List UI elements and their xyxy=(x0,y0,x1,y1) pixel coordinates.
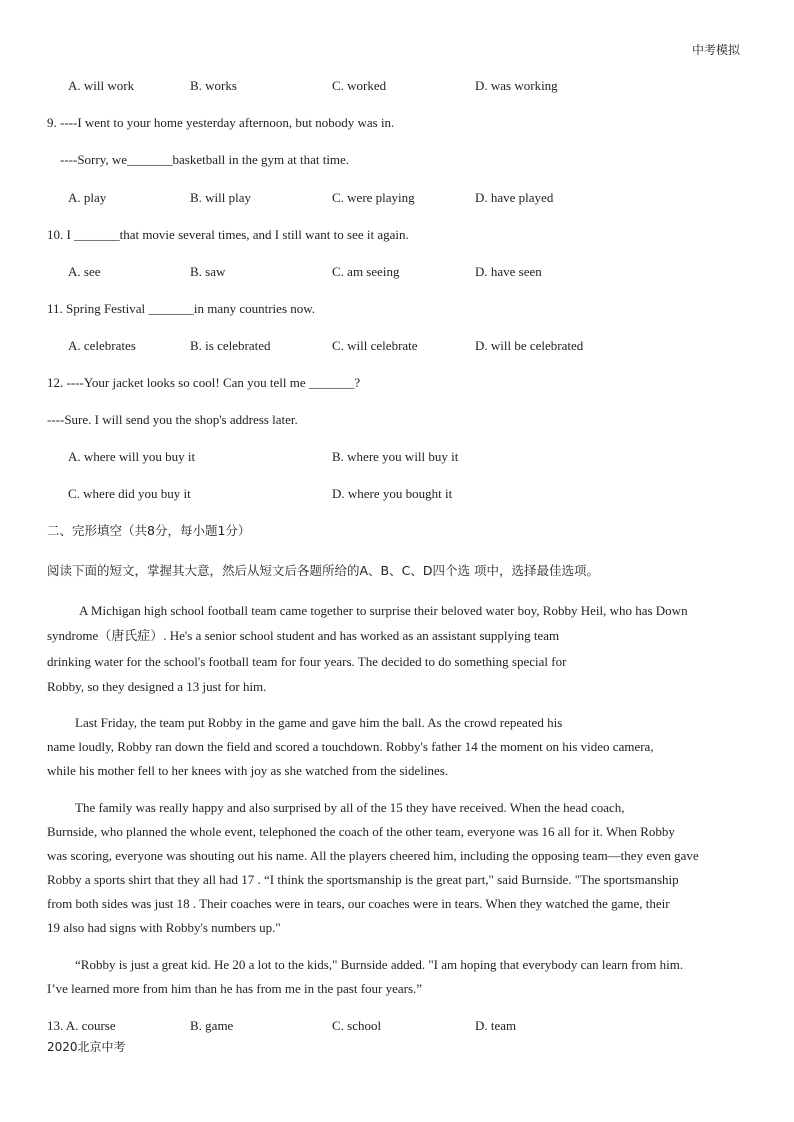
q13-option-a[interactable]: 13. A. course xyxy=(47,1018,116,1033)
q10-option-c[interactable]: C. am seeing xyxy=(332,264,400,279)
q8-option-b[interactable]: B. works xyxy=(190,78,237,93)
q9-option-c[interactable]: C. were playing xyxy=(332,190,415,205)
q12-option-b[interactable]: B. where you will buy it xyxy=(332,449,459,464)
q8-option-d[interactable]: D. was working xyxy=(475,78,558,93)
q12-option-c[interactable]: C. where did you buy it xyxy=(68,486,191,501)
page-footer-label: 2020北京中考 xyxy=(47,1040,126,1054)
q9-stem: 9. ----I went to your home yesterday afternoon, but nobody was in. xyxy=(47,115,395,130)
q10-option-b[interactable]: B. saw xyxy=(190,264,226,279)
passage-line: The family was really happy and also surprised by all of the 15 they have received. When the head coach, xyxy=(75,800,625,815)
q13-option-d[interactable]: D. team xyxy=(475,1018,517,1033)
passage-line: name loudly, Robby ran down the field and scored a touchdown. Robby's father 14 the moment on his video camera, xyxy=(47,739,654,754)
q10-option-d[interactable]: D. have seen xyxy=(475,264,542,279)
passage-line: Robby, so they designed a 13 just for him. xyxy=(47,679,267,694)
q12-stem: 12. ----Your jacket looks so cool! Can you tell me _______? xyxy=(47,375,361,390)
passage-line: was scoring, everyone was shouting out his name. All the players cheered him, including the opposing team—they even gave xyxy=(47,848,699,863)
passage-line: “Robby is just a great kid. He 20 a lot to the kids," Burnside added. "I am hoping that everybody can learn from him. xyxy=(75,957,684,972)
passage-line: from both sides was just 18 . Their coaches were in tears, our coaches were in tears. When they watched the game, their xyxy=(47,896,670,911)
q9-option-d[interactable]: D. have played xyxy=(475,190,554,205)
q10-stem: 10. I _______that movie several times, and I still want to see it again. xyxy=(47,227,409,242)
q11-option-b[interactable]: B. is celebrated xyxy=(190,338,271,353)
q11-option-a[interactable]: A. celebrates xyxy=(68,338,136,353)
q8-option-c[interactable]: C. worked xyxy=(332,78,387,93)
section-instruction: 阅读下面的短文，掌握其大意，然后从短文后各题所给的A、B、C、D四个选 项中，选择最佳选项。 xyxy=(47,563,599,578)
q11-option-c[interactable]: C. will celebrate xyxy=(332,338,418,353)
q13-option-b[interactable]: B. game xyxy=(190,1018,234,1033)
q12-option-a[interactable]: A. where will you buy it xyxy=(68,449,196,464)
passage-line: syndrome（唐氏症）. He's a senior school student and has worked as an assistant supplying team xyxy=(47,628,560,643)
passage-line: while his mother fell to her knees with joy as she watched from the sidelines. xyxy=(47,763,449,778)
section-title: 二、完形填空（共8分，每小题1分） xyxy=(47,523,251,538)
q11-option-d[interactable]: D. will be celebrated xyxy=(475,338,584,353)
q13-option-c[interactable]: C. school xyxy=(332,1018,382,1033)
q11-stem: 11. Spring Festival _______in many countries now. xyxy=(47,301,316,316)
passage-line: drinking water for the school's football team for four years. The decided to do something special for xyxy=(47,654,567,669)
q12-reply: ----Sure. I will send you the shop's address later. xyxy=(47,412,298,427)
passage-line: A Michigan high school football team came together to surprise their beloved water boy, Robby Heil, who has Down xyxy=(79,603,688,618)
q9-option-a[interactable]: A. play xyxy=(68,190,107,205)
q9-option-b[interactable]: B. will play xyxy=(190,190,252,205)
q8-option-a[interactable]: A. will work xyxy=(68,78,135,93)
passage-line: 19 also had signs with Robby's numbers up." xyxy=(47,920,281,935)
q12-option-d[interactable]: D. where you bought it xyxy=(332,486,453,501)
passage-line: I’ve learned more from him than he has from me in the past four years.” xyxy=(47,981,423,996)
passage-line: Last Friday, the team put Robby in the game and gave him the ball. As the crowd repeated his xyxy=(75,715,563,730)
passage-line: Robby a sports shirt that they all had 17 . “I think the sportsmanship is the great part," said Burnside. "The sportsmanship xyxy=(47,872,679,887)
passage-line: Burnside, who planned the whole event, telephoned the coach of the other team, everyone was 16 all for it. When Robby xyxy=(47,824,675,839)
q10-option-a[interactable]: A. see xyxy=(68,264,101,279)
q9-reply: ----Sorry, we_______basketball in the gym at that time. xyxy=(60,152,350,167)
page-header-label: 中考模拟 xyxy=(691,43,740,57)
